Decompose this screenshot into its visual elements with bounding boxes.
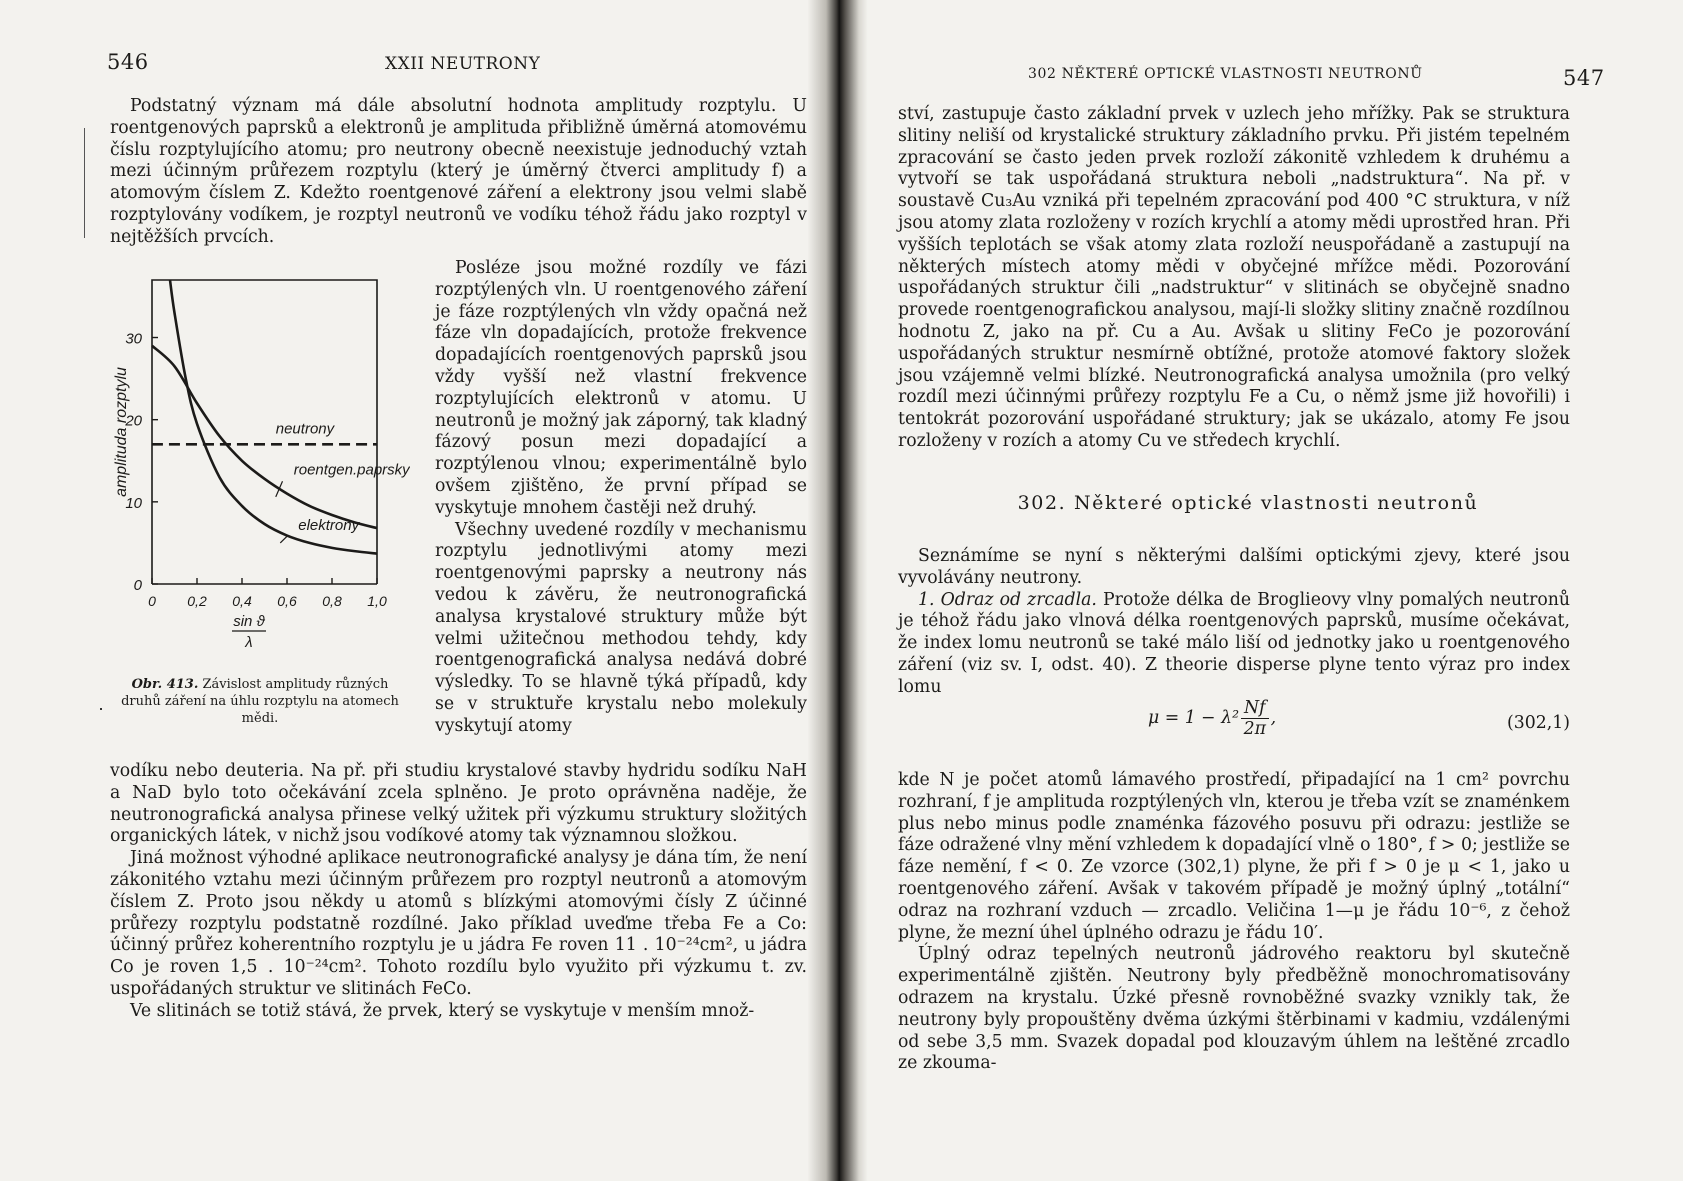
series-label-leader <box>280 536 287 543</box>
figure-413 <box>110 272 410 702</box>
paragraph: kde N je počet atomů lámavého prostředí, připadající na 1 cm² povrchu rozhraní, f je amplituda rozptýlených vln, kterou je třeba vzít se znaménkem plus nebo minus podle znaménka fázového posuvu při odrazu: jestliže se fáze odražené vlny mění vzhledem k dopadající vlně o 180°, f > 0; jestliže se fáze nemění, f < 0. Ze vzorce (302,1) plyne, že při f > 0 je μ < 1, jako u roentgenového záření. Avšak v takovém případě je možný úplný „totální“ odraz na rozhraní vzduch — zrcadlo. Veličina 1—μ je řádu 10⁻⁶, z čehož plyne, že mezní úhel úplného odrazu je řádu 10′. <box>898 770 1570 943</box>
series-label: roentgen.paprsky <box>293 461 410 479</box>
formula-lhs: μ = 1 − λ² <box>1148 708 1240 728</box>
x-tick-label: 0,4 <box>232 593 252 609</box>
formula-number: (302,1) <box>1507 713 1570 733</box>
formula-fraction <box>1241 698 1269 739</box>
series-label: neutrony <box>275 420 335 438</box>
left-column-text <box>435 258 807 738</box>
mirror-label: 1. Odraz od zrcadla. <box>918 589 1097 610</box>
right-intro-text <box>898 546 1570 699</box>
figure-caption <box>110 676 410 727</box>
book-gutter <box>808 0 868 1181</box>
plot-frame <box>152 280 377 584</box>
section-title: 302. Některé optické vlastnosti neutronů <box>1017 492 1479 514</box>
y-axis-label: amplituda rozptylu <box>113 367 130 497</box>
formula-denominator: 2π <box>1243 719 1266 739</box>
paragraph: Úplný odraz tepelných neutronů jádrového reaktoru byl skutečně experimentálně zjištěn. Neutrony byly předběžně monochromatisovány odrazem na krystalu. Úzké přesně rovnoběžné svazky vznikly tak, že neutrony byly propouštěny dvěma úzkými štěrbinami v kadmiu, vzdálenými od sebe 3,5 mm. Svazek dopadal pod klouzavým úhlem na leštěné zrcadlo ze zkouma- <box>898 944 1570 1074</box>
left-top-text <box>110 96 807 249</box>
y-tick-label: 0 <box>133 577 142 594</box>
x-tick-label: 0,2 <box>187 593 207 609</box>
right-running-head: 302 NĚKTERÉ OPTICKÉ VLASTNOSTI NEUTRONŮ <box>1028 66 1423 82</box>
paragraph: vodíku nebo deuteria. Na př. při studiu krystalové stavby hydridu sodíku NaH a NaD bylo toto očekávání zcela splněno. Je proto oprávněna naděje, že neutronografická analysa přinese velký užitek při výzkumu struktury složitých organických látek, v nichž jsou vodíkové atomy tak významnou složkou. <box>110 761 807 847</box>
x-tick-label: 0 <box>148 593 156 609</box>
right-bottom-text <box>898 770 1570 1075</box>
right-top-text <box>898 104 1570 453</box>
x-tick-label: 0,8 <box>322 593 342 609</box>
series-line-elektrony <box>170 280 377 554</box>
left-bottom-text <box>110 761 807 1023</box>
paragraph: Jiná možnost výhodné aplikace neutronografické analysy je dána tím, že není zákonitého vztahu mezi účinným průřezem pro rozptyl neutronů a atomovým číslem Z. Proto jsou někdy u atomů s blízkými atomovými čísly Z účinné průřezy rozptylu podstatně rozdílné. Jako příklad uveďme třeba Fe a Co: účinný průřez koherentního rozptylu je u jádra Fe roven 11 . 10⁻²⁴cm², u jádra Co je roven 1,5 . 10⁻²⁴cm². Tohoto rozdílu bylo využito při výzkumu t. zv. uspořádaných struktur ve slitinách FeCo. <box>110 848 807 999</box>
y-tick-label: 10 <box>125 494 142 512</box>
amplitude-chart <box>110 272 410 672</box>
paragraph: Všechny uvedené rozdíly v mechanismu rozptylu jednotlivými atomy mezi roentgenovými paprsky a neutrony nás vedou k závěru, že neutronografická analysa krystalové struktury může být velmi užitečnou methodou tehdy, kdy roentgenografická analysa nedává dobré výsledky. To se hlavně týká případů, kdy se v struktuře krystalu nebo molekuly vyskytují atomy <box>435 519 807 736</box>
right-page-number: 547 <box>1563 66 1605 90</box>
mirror-text: Protože délka de Broglieovy vlny pomalých neutronů je téhož řádu jako vlnová délka roentgenových paprsků, musíme očekávat, že index lomu neutronů se také málo liší od jednotky jako u roentgenového záření (viz sv. I, odst. 40). Z theorie disperse plyne tento výraz pro index lomu <box>898 589 1570 697</box>
x-axis-label-denominator: λ <box>245 634 253 651</box>
x-tick-label: 0,6 <box>277 593 297 609</box>
paragraph: Posléze jsou možné rozdíly ve fázi rozptýlených vln. U roentgenového záření je fáze rozptýlených vln vždy opačná než fáze vln dopadajících, protože frekvence dopadajících roentgenových paprsků jsou vždy vyšší než vlastní frekvence rozptylujících elektronů v atomu. U neutronů je možný jak záporný, tak kladný fázový posun mezi dopadající a rozptýlenou vlnou; experimentálně bylo ovšem zjištěno, že první případ se vyskytuje mnohem častěji než druhý. <box>435 258 807 518</box>
margin-mark <box>84 128 85 238</box>
x-tick-label: 1,0 <box>367 593 387 609</box>
formula-numerator: Nf <box>1241 698 1269 719</box>
left-running-head: XXII NEUTRONY <box>385 54 541 74</box>
paragraph <box>898 590 1570 699</box>
paragraph: Podstatný význam má dále absolutní hodnota amplitudy rozptylu. U roentgenových paprsků a elektronů je amplituda přibližně úměrná atomovému číslu rozptylujícího atomu; pro neutrony obecně neexistuje jednoduchý vztah mezi účinným průřezem rozptylu (který je úměrný čtverci amplitudy f) a atomovým číslem Z. Kdežto roentgenové záření a elektrony jsou velmi slabě rozptylovány vodíkem, je rozptyl neutronů ve vodíku téhož řádu jako rozptyl v nejtěžších prvcích. <box>110 96 807 247</box>
y-tick-label: 20 <box>125 412 142 430</box>
x-axis-label-numerator: sin ϑ <box>233 613 265 630</box>
paragraph: ství, zastupuje často základní prvek v uzlech jeho mřížky. Pak se struktura slitiny neliší od krystalické struktury základního prvku. Při jistém tepelném zpracování se často jeden prvek rozloží zákonitě vzhledem k druhému a vytvoří se tak uspořádaná struktura neboli „nadstruktura“. Na př. v soustavě Cu₃Au vzniká při tepelném zpracování pod 400 °C struktura, v níž jsou atomy zlata rozloženy v rozích krychlí a atomy mědi uprostřed hran. Při vyšších teplotách se však atomy zlata rozloží neuspořádaně a zastupují na některých místech atomy mědi v obyčejné mřížce mědi. Pozorování uspořádaných struktur čili „nadstruktur“ v slitinách se obyčejně snadno provede roentgenografickou analysou, mají-li složky slitiny značně rozdílnou hodnotu Z, jako na př. Cu a Au. Avšak u slitiny FeCo je pozorování uspořádaných struktur nesmírně obtížné, protože atomové faktory složek jsou vzájemně velmi blízké. Neutronografická analysa umožnila (pro velký rozdíl mezi účinnými průřezy rozptylu Fe a Cu, o němž jsme již hovořili) i tentokrát pozorování uspořádané struktury; jak se ukázalo, atomy Fe jsou rozloženy v rozích a atomy Cu ve středech krychlí. <box>898 104 1570 451</box>
formula-expression <box>1148 698 1276 739</box>
margin-dot <box>100 708 102 710</box>
left-page-number: 546 <box>107 50 149 74</box>
figure-caption-text: Závislost amplitudy různých druhů záření na úhlu rozptylu na atomech mědi. <box>121 677 399 726</box>
formula-302-1 <box>898 688 1570 748</box>
paragraph: Ve slitinách se totiž stává, že prvek, který se vyskytuje v menším množ- <box>130 1000 755 1021</box>
left-page <box>0 0 808 1181</box>
figure-caption-label: Obr. 413. <box>131 677 199 692</box>
paragraph: Seznámíme se nyní s některými dalšími optickými zjevy, které jsou vyvolávány neutrony. <box>898 546 1570 588</box>
y-tick-label: 30 <box>125 330 142 348</box>
series-label: elektrony <box>298 516 360 534</box>
formula-trailing: , <box>1270 708 1277 728</box>
right-page <box>868 0 1683 1181</box>
